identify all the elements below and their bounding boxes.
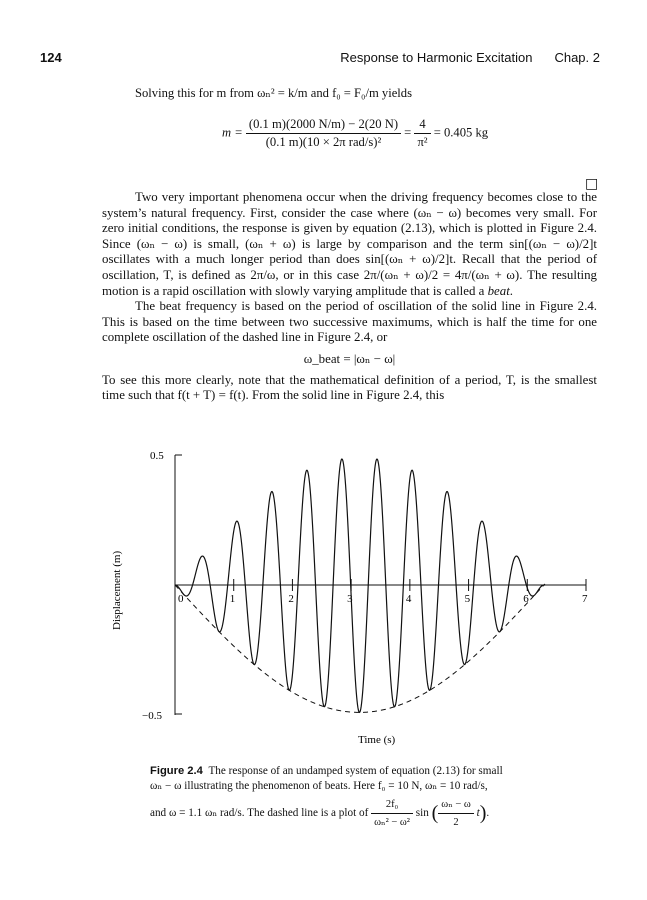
y-tick-label-bottom: −0.5 [142, 710, 162, 722]
caption-line-1 [150, 764, 580, 779]
mass-denominator-2: π² [417, 135, 428, 149]
mass-result: = 0.405 kg [433, 125, 489, 140]
x-axis-label: Time (s) [358, 734, 396, 746]
caption-text-1: The response of an undamped system of equation (2.13) for small [208, 765, 503, 777]
caption-arg-num: ωₙ − ω [438, 797, 474, 814]
caption-arg-fraction [438, 797, 474, 830]
running-title-text: Response to Harmonic Excitation [340, 50, 533, 65]
x-tick-label-6: 6 [523, 593, 529, 605]
y-axis-label: Displacement (m) [111, 550, 123, 630]
figure-caption [150, 764, 580, 830]
caption-paren-open: ( [431, 802, 439, 824]
beat-chart [100, 440, 620, 760]
caption-end: . [486, 807, 490, 820]
paragraph-3: To see this more clearly, note that the mathematical definition of a period, T, is the smallest time such that f(t + T) = f(t). From the solid line in Figure 2.4, this [102, 372, 597, 403]
paragraph-1-end: . [509, 283, 514, 298]
mass-equals: = [404, 125, 412, 140]
x-tick-label-4: 4 [405, 593, 412, 605]
paragraph-1-text: Two very important phenomena occur when the driving frequency becomes close to the system’s natural frequency. First, consider the case where (ωₙ − ω) becomes very small. For zero initial conditions, the response is given by equation (2.13), which is plotted in Figure 2.4. Since (ωₙ − ω) is small, (ωₙ + ω) is large by comparison and the term sin[(ωₙ − ω)/2]t oscillates with a much longer period than does sin[(ωₙ + ω)/2]t. Recall that the period of oscillation, T, is defined as 2π/ω, or in this case 2π/(ωₙ + ω)/2 = 4π/(ωₙ + ω). The resulting motion is a rapid oscillation with slowly varying amplitude that is called a [102, 190, 597, 298]
x-tick-label-7: 7 [582, 593, 588, 605]
caption-line-3 [150, 797, 580, 830]
qed-mark: □ [585, 176, 599, 192]
paragraph-2: The beat frequency is based on the period of oscillation of the solid line in Figure 2.4. This is based on the time between two successive maximums, which is half the time for one complete oscillation of the dashed line in Figure 2.4, or [102, 299, 597, 345]
x-tick-label-0: 0 [178, 593, 184, 605]
caption-text-3: and ω = 1.1 ωₙ rad/s. The dashed line is a plot of [150, 807, 369, 820]
caption-label: Figure 2.4 [150, 765, 203, 777]
response-solid-line [175, 459, 545, 712]
mass-numerator-2: 4 [414, 117, 430, 134]
caption-frac-den: ωₙ² − ω² [374, 817, 410, 828]
caption-arg-t: t [476, 807, 480, 820]
x-tick-label-3: 3 [347, 593, 353, 605]
running-title [318, 50, 600, 65]
beat-term: beat [487, 283, 510, 298]
x-tick-label-2: 2 [288, 593, 294, 605]
x-tick-label-1: 1 [229, 593, 236, 605]
caption-fraction [371, 797, 413, 830]
chapter-label: Chap. 2 [554, 50, 600, 65]
mass-denominator: (0.1 m)(10 × 2π rad/s)² [265, 135, 382, 149]
page-number: 124 [40, 50, 62, 65]
x-tick-label-5: 5 [464, 593, 471, 605]
caption-line-2: ωₙ − ω illustrating the phenomenon of beats. Here f₀ = 10 N, ωₙ = 10 rad/s, [150, 780, 488, 792]
solve-intro: Solving this for m from ωₙ² = k/m and f₀ = F₀/m yields [135, 86, 412, 100]
mass-fraction-2 [414, 117, 430, 150]
caption-frac-num: 2f₀ [371, 797, 413, 814]
caption-arg-den: 2 [453, 817, 459, 828]
beat-equation: ω_beat = |ωₙ − ω| [303, 351, 396, 366]
mass-fraction [246, 117, 401, 150]
caption-paren-close: ) [479, 802, 487, 824]
y-tick-label-top: 0.5 [150, 450, 164, 462]
caption-sin: sin [415, 807, 429, 820]
x-ticks [178, 579, 588, 605]
mass-equation [222, 117, 488, 150]
paragraph-1 [102, 190, 597, 299]
body-text [102, 190, 597, 404]
page-header [40, 50, 600, 68]
mass-lhs: m = [222, 125, 243, 140]
mass-numerator: (0.1 m)(2000 N/m) − 2(20 N) [246, 117, 401, 134]
